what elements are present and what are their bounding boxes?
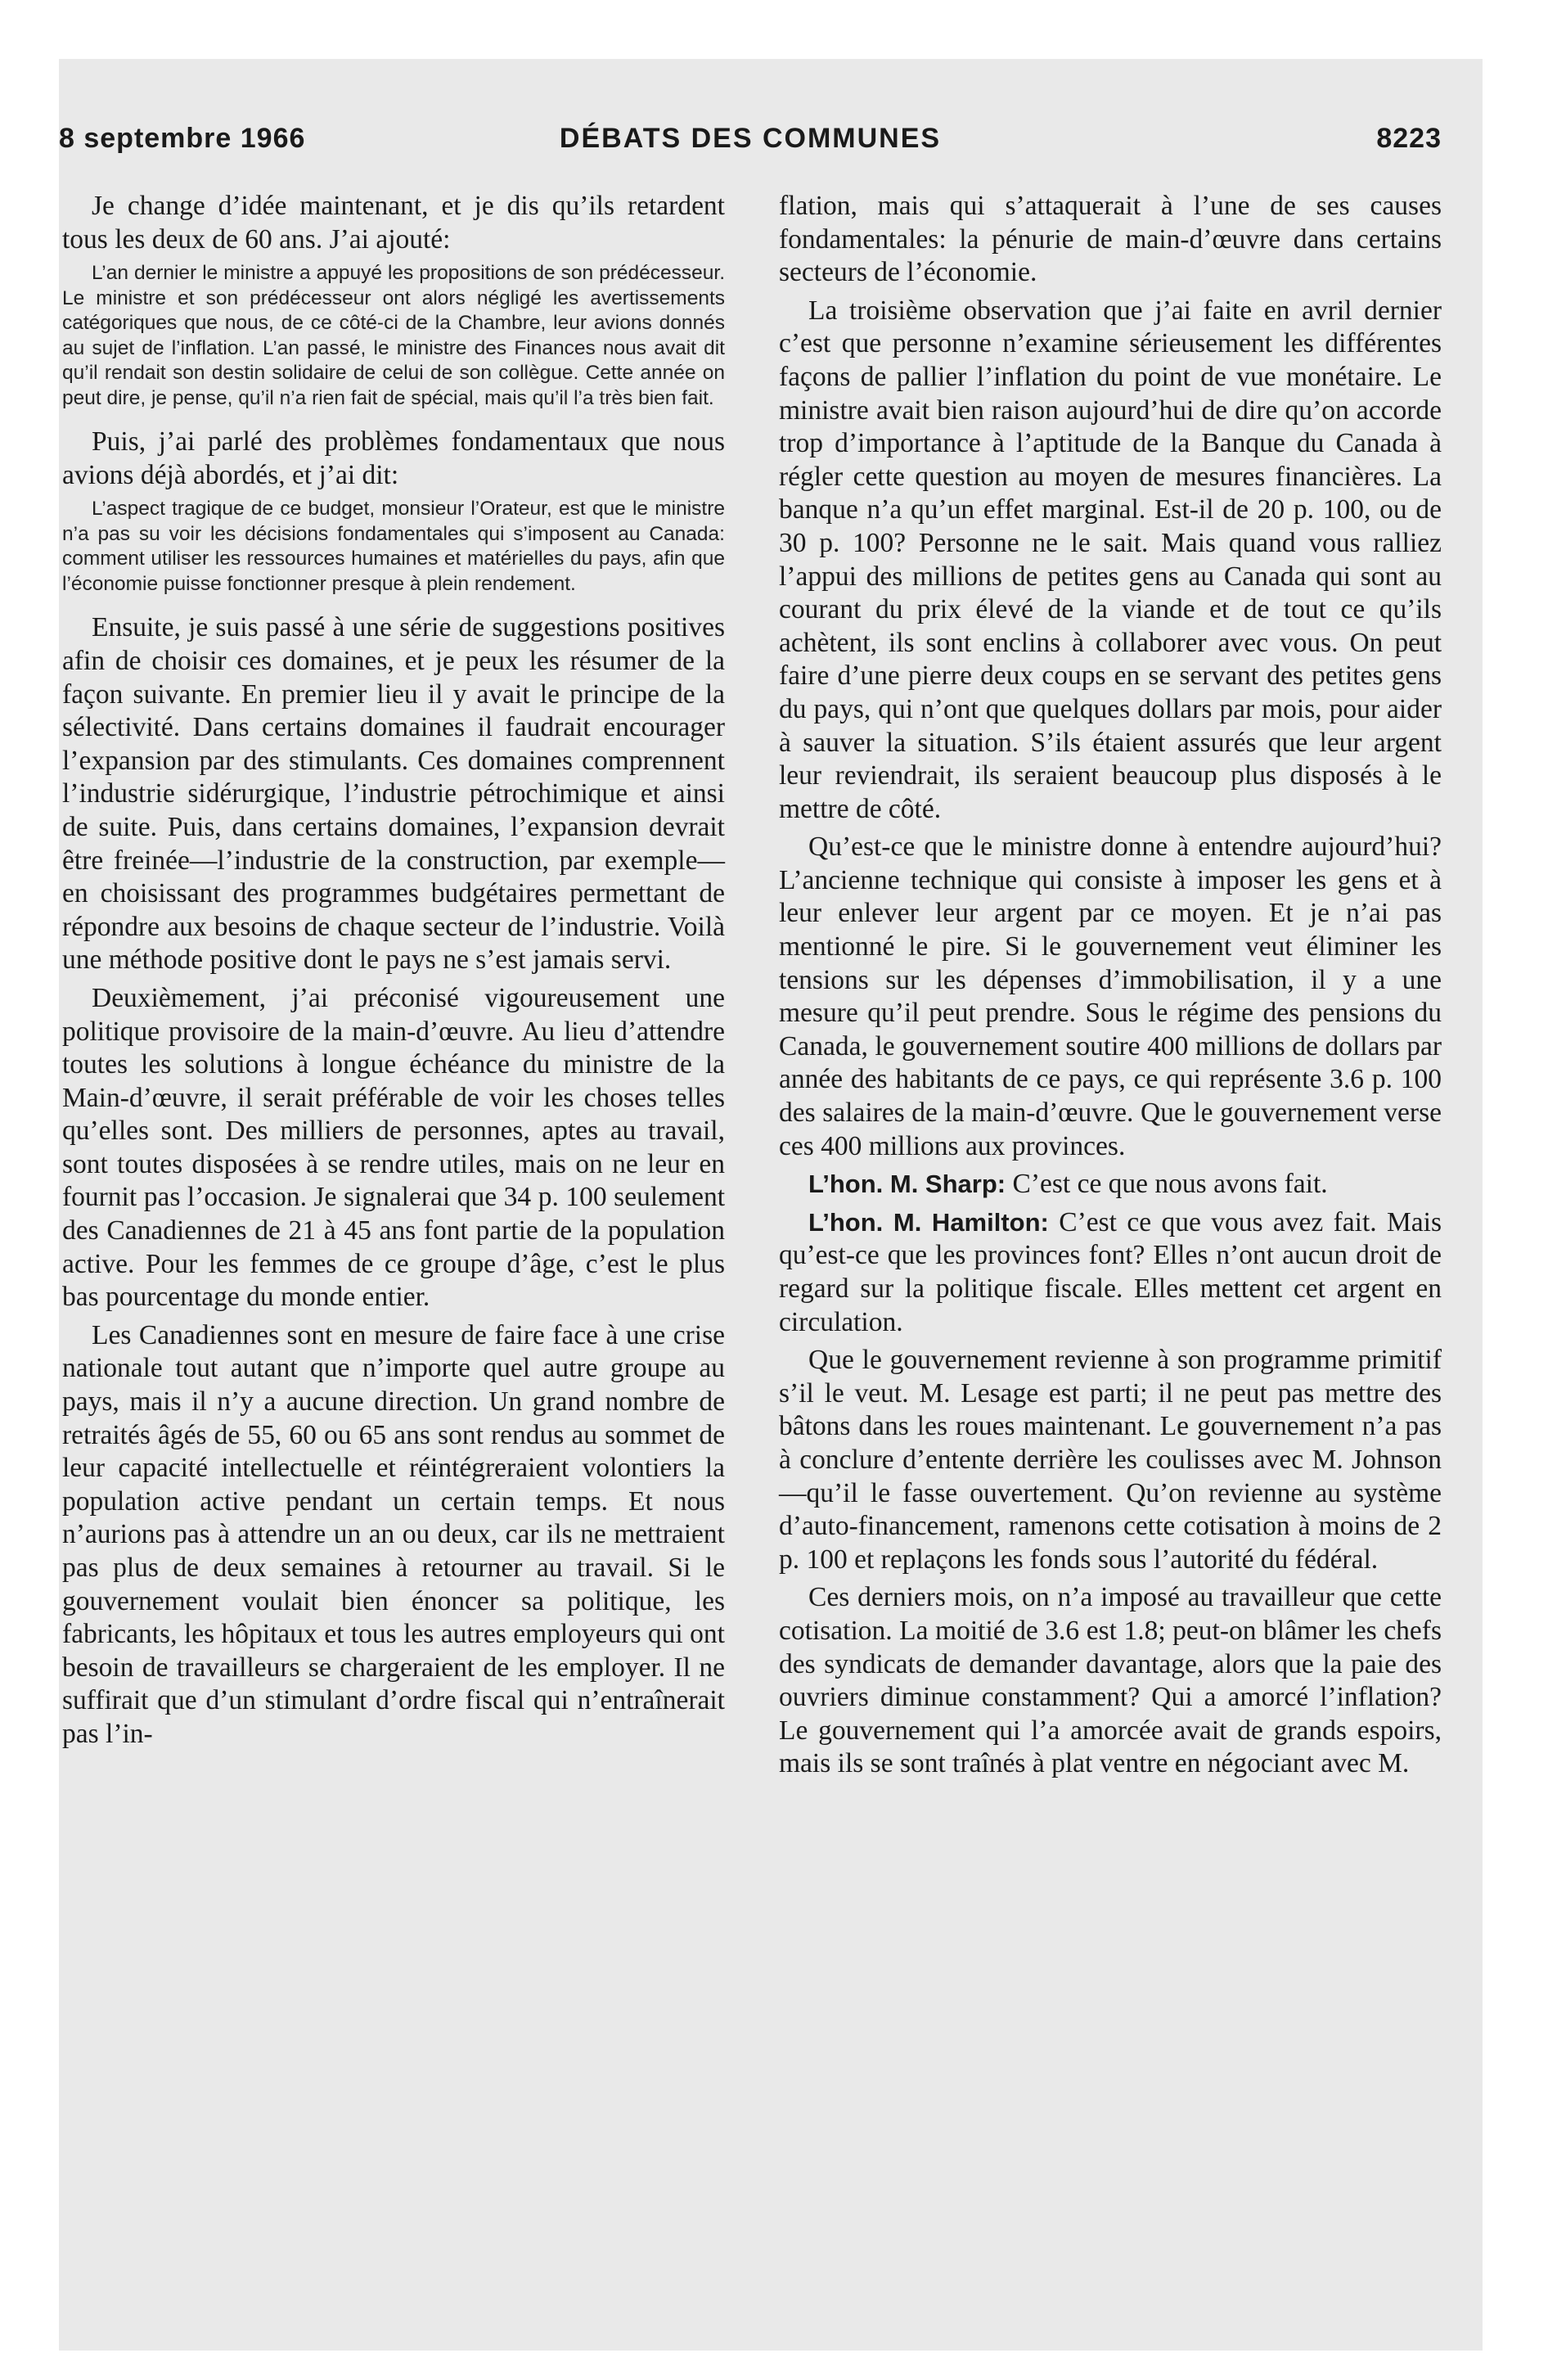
body-paragraph: Qu’est-ce que le ministre donne à entendre aujourd’hui? L’ancienne technique qui consiste à imposer les gens et à leur enlever leur argent par ce moyen. Et je n’ai pas mentionné le pire. Si le gouvernement veut éliminer les tensions sur les dépenses d’immobilisation, il y a une mesure qu’il peut prendre. Sous le régime des pensions du Canada, le gouvernement soutire 400 millions de dollars par année des habitants de ce pays, ce qui représente 3.6 p. 100 des salaires de la main-d’œuvre. Que le gouvernement verse ces 400 millions aux provinces. (779, 832, 1442, 1161)
speech-paragraph (779, 1206, 1442, 1339)
body-paragraph: Ces derniers mois, on n’a imposé au travailleur que cette cotisation. La moitié de 3.6 est 1.8; peut-on blâmer les chefs des syndicats de demander davantage, alors que la paie des ouvriers diminue constamment? Qui a amorcé l’inflation? Le gouvernement qui l’a amorcée avait de grands espoirs, mais ils se sont traînés à plat ventre en négociant avec M. (779, 1582, 1442, 1779)
left-column (62, 190, 725, 1756)
body-paragraph: La troisième observation que j’ai faite en avril dernier c’est que personne n’examine sérieusement les différentes façons de pallier l’inflation du point de vue monétaire. Le ministre avait bien raison aujourd’hui de dire qu’on accorde trop d’importance à l’aptitude de la Banque du Canada à régler cette question au moyen de mesures financières. La banque n’a qu’un effet marginal. Est-il de 20 p. 100, ou de 30 p. 100? Personne ne le sait. Mais quand vous ralliez l’appui des millions de petites gens au Canada qui sont au courant du prix élevé de la viande et de tout ce qu’ils achètent, ils sont enclins à collaborer avec vous. On peut faire d’une pierre deux coups en se servant des petites gens du pays, qui n’ont que quelques dollars par mois, pour aider à sauver la situation. S’ils étaient assurés que leur argent leur reviendrait, ils seraient beaucoup plus disposés à le mettre de côté. (779, 295, 1442, 824)
body-paragraph: Que le gouvernement revienne à son programme primitif s’il le veut. M. Lesage est parti; il ne peut pas mettre des bâtons dans les roues maintenant. Le gouvernement n’a pas à conclure d’entente derrière les coulisses avec M. Johnson—qu’il le fasse ouvertement. Qu’on revienne au système d’auto-financement, ramenons cette cotisation à moins de 2 p. 100 et replaçons les fonds sous l’autorité du fédéral. (779, 1345, 1442, 1575)
body-paragraph: flation, mais qui s’attaquerait à l’une de ses causes fondamentales: la pénurie de main-d’œuvre dans certains secteurs de l’économie. (779, 191, 1442, 288)
speech-text: C’est ce que vous avez fait. Mais qu’est-ce que les provinces font? Elles n’ont aucun droit de regard sur la politique fiscale. Elles mettent cet argent en circulation. (779, 1206, 1442, 1337)
right-column (779, 190, 1442, 1786)
body-paragraph: Puis, j’ai parlé des problèmes fondamentaux que nous avions déjà abordés, et j’ai dit: (62, 426, 725, 490)
header-date: 8 septembre 1966 (59, 123, 306, 154)
body-paragraph: Je change d’idée maintenant, et je dis qu’ils retardent tous les deux de 60 ans. J’ai ajouté: (62, 191, 725, 255)
quoted-passage: L’aspect tragique de ce budget, monsieur l’Orateur, est que le ministre n’a pas su voir les décisions fondamentales qui s’imposent au Canada: comment utiliser les ressources humaines et matérielles du pays, afin que l’économie puisse fonctionner presque à plein rendement. (62, 498, 725, 595)
speech-paragraph (779, 1168, 1442, 1201)
speech-text: C’est ce que nous avons fait. (1012, 1169, 1328, 1200)
speaker-name: L’hon. M. Sharp: (808, 1170, 1006, 1199)
header-page-number: 8223 (1376, 123, 1442, 154)
speaker-name: L’hon. M. Hamilton: (808, 1207, 1049, 1237)
header-title: DÉBATS DES COMMUNES (559, 123, 942, 154)
body-paragraph: Les Canadiennes sont en mesure de faire face à une crise nationale tout autant que n’importe quel autre groupe au pays, mais il n’y a aucune direction. Un grand nombre de retraités âgés de 55, 60 ou 65 ans sont rendus au sommet de leur capacité intellectuelle et réintégreraient volontiers la population active pendant un certain temps. Et nous n’aurions pas à attendre un an ou deux, car ils ne mettraient pas plus de deux semaines à retourner au travail. Si le gouvernement voulait bien énoncer sa politique, les fabricants, les hôpitaux et tous les autres employeurs qui ont besoin de travailleurs se chargeraient de les employer. Il ne suffirait que d’un stimulant d’ordre fiscal qui n’entraînerait pas l’in- (62, 1319, 725, 1749)
body-paragraph: Ensuite, je suis passé à une série de suggestions positives afin de choisir ces domaines, et je peux les résumer de la façon suivante. En premier lieu il y avait le principe de la sélectivité. Dans certains domaines il faudrait encourager l’expansion par des stimulants. Ces domaines comprennent l’industrie sidérurgique, l’industrie pétrochimique et ainsi de suite. Puis, dans certains domaines, l’expansion devrait être freinée—l’industrie de la construction, par exemple—en choisissant des programmes budgétaires permettant de répondre aux besoins de chaque secteur de l’industrie. Voilà une méthode positive dont le pays ne s’est jamais servi. (62, 612, 725, 976)
page-header (59, 123, 1442, 172)
quoted-passage: L’an dernier le ministre a appuyé les propositions de son prédécesseur. Le ministre et son prédécesseur ont alors négligé les avertissements catégoriques que nous, de ce côté-ci de la Chambre, leur avions donnés au sujet de l’inflation. L’an passé, le ministre des Finances nous avait dit qu’il rendait son destin solidaire de celui de son collègue. Cette année on peut dire, je pense, qu’il n’a rien fait de spécial, mais qu’il l’a très bien fait. (62, 262, 725, 409)
body-paragraph: Deuxièmement, j’ai préconisé vigoureusement une politique provisoire de la main-d’œuvre. Au lieu d’attendre toutes les solutions à longue échéance du ministre de la Main-d’œuvre, il serait préférable de voir les choses telles qu’elles sont. Des milliers de personnes, aptes au travail, sont toutes disposées à se rendre utiles, mais on ne leur en fournit pas l’occasion. Je signalerai que 34 p. 100 seulement des Canadiennes de 21 à 45 ans font partie de la population active. Pour les femmes de ce groupe d’âge, c’est le plus bas pourcentage du monde entier. (62, 982, 725, 1313)
